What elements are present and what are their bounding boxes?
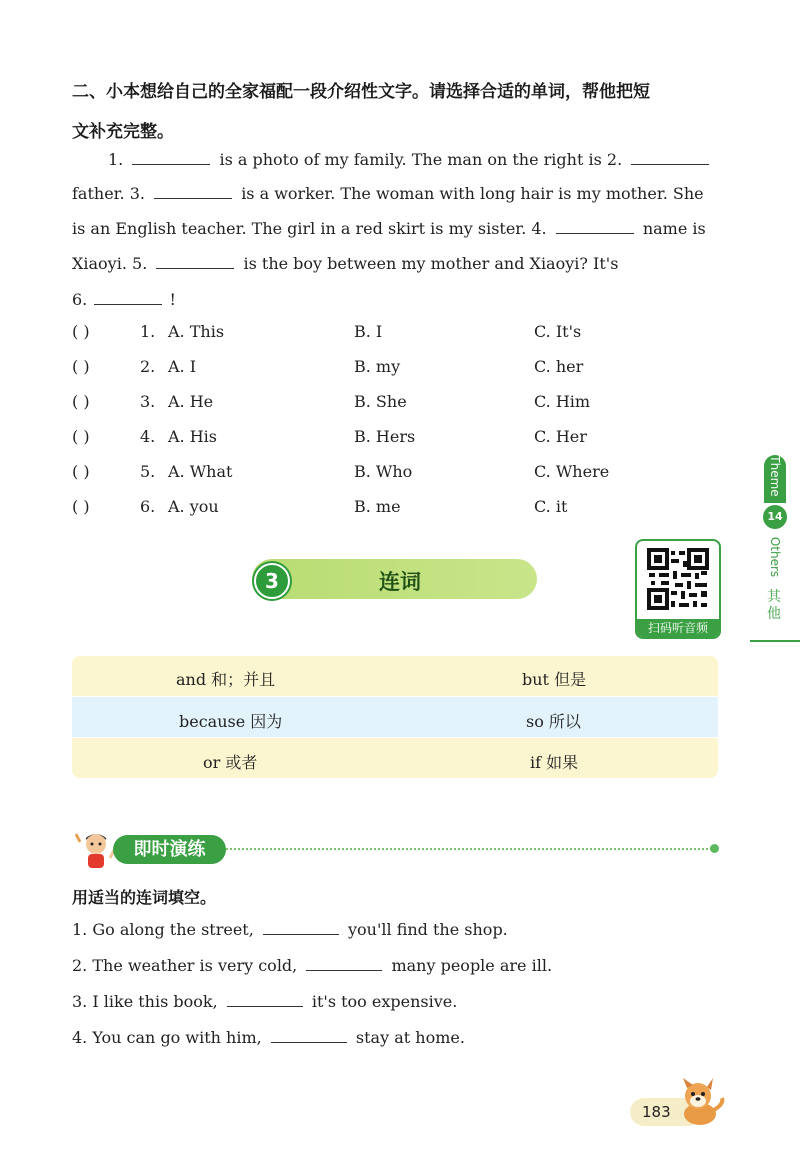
vocab-right: if 如果 — [530, 753, 579, 772]
q5-option-a[interactable]: A. What — [168, 462, 233, 481]
qr-code-icon — [639, 543, 717, 617]
side-tab-divider — [750, 640, 800, 642]
vocab-row — [72, 697, 718, 737]
q1-option-a[interactable]: A. This — [168, 322, 225, 341]
practice-instruction: 用适当的连词填空。 — [72, 888, 217, 907]
q6-number: 6. — [140, 497, 156, 516]
practice-item: 3. I like this book, it's too expensive. — [72, 992, 458, 1011]
practice-banner: 即时演练 — [113, 835, 226, 864]
q6-option-a[interactable]: A. you — [168, 497, 219, 516]
blank-4[interactable] — [556, 219, 634, 234]
passage-line-1: 1. is a photo of my family. The man on the right is 2. — [108, 150, 709, 168]
q4-answer-paren[interactable]: ( ) — [72, 427, 90, 446]
vocab-left: and 和；并且 — [176, 670, 276, 689]
practice-item: 1. Go along the street, you'll find the shop. — [72, 920, 508, 939]
practice-item: 4. You can go with him, stay at home. — [72, 1028, 465, 1047]
practice-item: 2. The weather is very cold, many people are ill. — [72, 956, 553, 975]
q5-number: 5. — [140, 462, 156, 481]
divider-end-dot — [710, 844, 719, 853]
q5-option-c[interactable]: C. Where — [534, 462, 610, 481]
section-title: 连词 — [379, 570, 421, 594]
blank-5[interactable] — [156, 254, 234, 269]
practice-blank[interactable] — [263, 920, 339, 935]
side-tab-others: Others — [768, 536, 782, 578]
section-heading-line1: 二、小本想给自己的全家福配一段介绍性文字。请选择合适的单词，帮他把短 — [72, 82, 650, 102]
section-number-badge: 3 — [254, 563, 290, 599]
q1-number: 1. — [140, 322, 156, 341]
q2-number: 2. — [140, 357, 156, 376]
vocab-left: because 因为 — [179, 712, 283, 731]
q4-option-c[interactable]: C. Her — [534, 427, 587, 446]
blank-2[interactable] — [631, 150, 709, 165]
vocab-left: or 或者 — [203, 753, 258, 772]
q4-option-a[interactable]: A. His — [168, 427, 218, 446]
passage-line-5: 6. ! — [72, 290, 176, 309]
side-tab-theme: Theme — [768, 455, 782, 497]
vocab-row — [72, 656, 718, 696]
blank-3[interactable] — [154, 184, 232, 199]
blank-6[interactable] — [94, 290, 162, 305]
side-tab-number: 14 — [762, 504, 788, 530]
q4-option-b[interactable]: B. Hers — [354, 427, 416, 446]
q4-number: 4. — [140, 427, 156, 446]
child-mascot-icon — [72, 828, 116, 872]
q3-number: 3. — [140, 392, 156, 411]
q6-option-b[interactable]: B. me — [354, 497, 401, 516]
theme-side-tab[interactable] — [748, 447, 800, 643]
q2-answer-paren[interactable]: ( ) — [72, 357, 90, 376]
page-number: 183 — [630, 1098, 702, 1126]
q3-option-a[interactable]: A. He — [168, 392, 214, 411]
q2-option-a[interactable]: A. I — [168, 357, 197, 376]
q1-option-b[interactable]: B. I — [354, 322, 383, 341]
q3-option-c[interactable]: C. Him — [534, 392, 591, 411]
q1-answer-paren[interactable]: ( ) — [72, 322, 90, 341]
practice-blank[interactable] — [271, 1028, 347, 1043]
passage-line-3: is an English teacher. The girl in a red skirt is my sister. 4. name is — [72, 219, 706, 238]
qr-code-label: 扫码听音频 — [637, 619, 719, 637]
q6-option-c[interactable]: C. it — [534, 497, 568, 516]
section-heading-line2: 文补充完整。 — [72, 122, 174, 142]
q2-option-b[interactable]: B. my — [354, 357, 401, 376]
q3-answer-paren[interactable]: ( ) — [72, 392, 90, 411]
practice-blank[interactable] — [306, 956, 382, 971]
side-tab-chinese: 其他 — [767, 589, 781, 622]
q6-answer-paren[interactable]: ( ) — [72, 497, 90, 516]
q5-option-b[interactable]: B. Who — [354, 462, 413, 481]
dog-mascot-icon — [674, 1078, 726, 1128]
vocab-right: so 所以 — [526, 712, 581, 731]
blank-1[interactable] — [132, 150, 210, 165]
vocab-row — [72, 738, 718, 778]
passage-line-2: father. 3. is a worker. The woman with long hair is my mother. She — [72, 184, 704, 203]
practice-blank[interactable] — [227, 992, 303, 1007]
q5-answer-paren[interactable]: ( ) — [72, 462, 90, 481]
q2-option-c[interactable]: C. her — [534, 357, 584, 376]
qr-code-card[interactable] — [635, 539, 721, 639]
q3-option-b[interactable]: B. She — [354, 392, 407, 411]
vocab-right: but 但是 — [522, 670, 587, 689]
q1-option-c[interactable]: C. It's — [534, 322, 582, 341]
dotted-divider — [226, 848, 712, 850]
passage-line-4: Xiaoyi. 5. is the boy between my mother and Xiaoyi? It's — [72, 254, 619, 273]
